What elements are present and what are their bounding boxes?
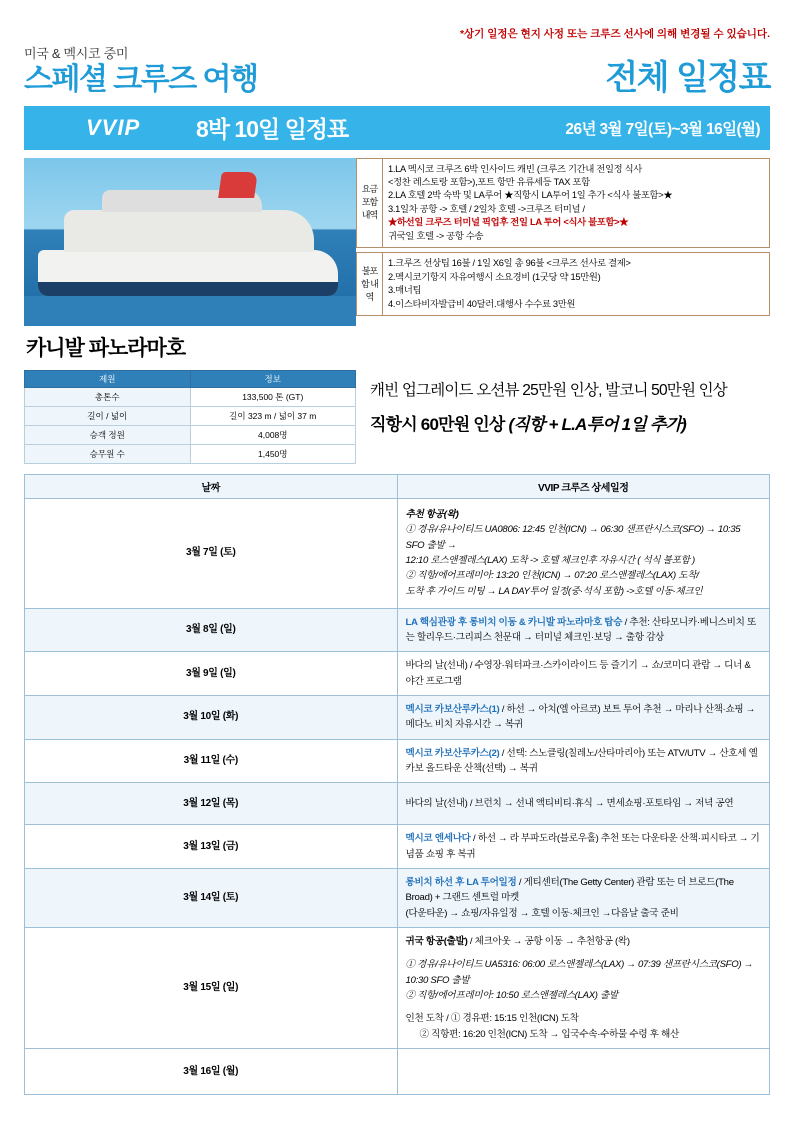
row-detail: 바다의 날(선내) / 브런치 → 선내 액티비티·휴식 → 면세쇼핑·포토타임 → 저녁 공연: [397, 783, 770, 825]
row-date: 3월 14일 (토): [25, 868, 398, 927]
itinerary-header-detail: VVIP 크루즈 상세일정: [397, 474, 770, 498]
excluded-label: 불포함 내역: [357, 253, 383, 316]
row-detail: 롱비치 하선 후 LA 투어일정 / 게티센터(The Getty Center) 관람 또는 더 브로드(The Broad) + 그랜드 센트럴 마켓 (다운타운) → 쇼핑/자유일정 → 호텔 이동·체크인 →다음날 출국 준비: [397, 868, 770, 927]
spec-key: 총톤수: [25, 387, 191, 406]
table-row: [25, 406, 356, 425]
spec-key: 승객 정원: [25, 425, 191, 444]
table-row: [25, 783, 770, 825]
vvip-label: VVIP: [86, 114, 141, 140]
fare-included-table: [356, 158, 770, 249]
table-row: [25, 387, 356, 406]
included-list: 1.LA 멕시코 크루즈 6박 인사이드 캐빈 (크루즈 기간내 전일정 식사 <정찬 레스토랑 포함>),포트 항만 유류세등 TAX 포함 2.LA 호텔 2박 숙박 및 LA루어 ★직항시 LA투어 1일 추가 <식사 불포함>★ 3.1일차 공항 -> 호텔 / 2일차 호텔 ->크루즈 터미널 / ★하선일 크루즈 터미널 픽업후 전일 LA 투어 <식사 불포함>★ 귀국일 호텔 -> 공항 수송: [383, 158, 770, 248]
travel-dates: 26년 3월 7일(토)~3월 16일(월): [565, 120, 760, 138]
ship-column: [24, 158, 356, 362]
row-detail: 멕시코 카보산루카스(2) / 선택: 스노클링(칠레노/산타마리아) 또는 ATV/UTV → 산호세 옐 카보 올드타운 산책(선택) → 복귀: [397, 739, 770, 783]
row-detail: 바다의 날(선내) / 수영장·워터파크·스카이라이드 등 즐기기 → 쇼/코미디 관람 → 디너 & 야간 프로그램: [397, 652, 770, 696]
row-date: 3월 15일 (일): [25, 927, 398, 1048]
row-date: 3월 7일 (토): [25, 498, 398, 608]
row-date: 3월 9일 (일): [25, 652, 398, 696]
direct-flight-line: [370, 410, 770, 435]
row-date: 3월 8일 (일): [25, 608, 398, 652]
ship-hull: [38, 250, 338, 296]
table-row: [25, 608, 770, 652]
page-title-right: 전체 일정표: [605, 58, 770, 97]
ship-name: 카니발 파노라마호: [26, 336, 186, 360]
included-label: 요금 포함 내역: [357, 158, 383, 248]
row-date: 3월 16일 (월): [25, 1049, 398, 1095]
fare-excluded-table: [356, 252, 770, 316]
row-detail: 추천 항공(왁) ① 경유/유나이티드 UA0806: 12:45 인천(ICN) → 06:30 샌프란시스코(SFO) → 10:35 SFO 출발 → 12:10 로스앤젤레스(LAX) 도착 -> 호텔 체크인후 자유시간 ( 석식 불포함 ) ② 직항/에어프레미아: 13:20 인천(ICN) → 07:20 로스앤젤레스(LAX) 도착/ 도착 후 가이드 미팅 → LA DAY투어 일정(중·석식 포함) ->호텔 이동·체크인: [397, 498, 770, 608]
spec-value: 133,500 톤 (GT): [190, 387, 356, 406]
row-detail: 귀국 항공(출발) / 체크아웃 → 공항 이동 → 추천항공 (왁) ① 경유/유나이티드 UA5316: 06:00 로스앤젤레스(LAX) → 07:39 샌프란시스코(SFO) → 10:30 SFO 출발 ② 직항/에어프레미아: 10:50 로스앤젤레스(LAX) 출발 인천 도착 / ① 경유편: 15:15 인천(ICN) 도착 ② 직항편: 16:20 인천(ICN) 도착 → 입국수속·수하물 수령 후 해산: [397, 927, 770, 1048]
row-date: 3월 10일 (화): [25, 695, 398, 739]
ship-photo: [24, 158, 356, 326]
row-detail: 멕시코 엔세나다 / 하선 → 라 부파도라(블로우홀) 추천 또는 다운타운 산책·피시타코 → 기념품 쇼핑 후 복귀: [397, 825, 770, 869]
itinerary-header-date: 날짜: [25, 474, 398, 498]
table-row: [25, 498, 770, 608]
excluded-list: 1.크루즈 선상팁 16불 / 1일 X6일 총 96불 <크루즈 선사로 결제> 2.멕시코기항지 자유여행시 소요경비 (1굿당 약 15만원) 3.매너팁 4.이스타비자발급비 40달러.대행사 수수료 3만원: [383, 253, 770, 316]
itinerary-table: [24, 474, 770, 1096]
page-title: 스페셜 크루즈 여행: [24, 63, 258, 96]
spec-value: 1,450명: [190, 444, 356, 463]
title-left: [24, 43, 258, 96]
spec-header-value: 정보: [190, 370, 356, 387]
ship-and-info: [24, 158, 770, 362]
ship-spec-table: [24, 370, 356, 464]
cabin-upgrade-line: 캐빈 업그레이드 오션뷰 25만원 인상, 발코니 50만원 인상: [370, 381, 727, 399]
summary-bar: [24, 106, 770, 150]
upgrade-note: [356, 370, 770, 464]
ship-funnel: [218, 172, 258, 198]
table-row: [25, 1049, 770, 1095]
row-date: 3월 13일 (금): [25, 825, 398, 869]
spec-key: 길이 / 넓이: [25, 406, 191, 425]
direct-flight-price: 직항시 60만원 인상: [370, 414, 509, 434]
table-row: [25, 652, 770, 696]
table-row: [25, 868, 770, 927]
specs-and-upgrade: [24, 370, 770, 464]
direct-flight-detail: (직항 + L.A투어 1일 추가): [508, 414, 686, 434]
duration-label: 8박 10일 일정표: [196, 116, 349, 142]
row-detail: [397, 1049, 770, 1095]
spec-value: 4,008명: [190, 425, 356, 444]
row-date: 3월 11일 (수): [25, 739, 398, 783]
row-detail: 멕시코 카보산루카스(1) / 하선 → 아치(엘 아르코) 보트 투어 추천 → 마리나 산책·쇼핑 → 메다노 비치 자유시간 → 복귀: [397, 695, 770, 739]
table-row: [25, 825, 770, 869]
sea: [24, 296, 356, 326]
spec-key: 승무원 수: [25, 444, 191, 463]
spec-header-key: 제원: [25, 370, 191, 387]
row-detail: LA 핵심관광 후 롱비치 이동 & 카니발 파노라마호 탑승 / 추천: 산타모니카·베니스비치 또는 할리우드·그리피스 천문대 → 터미널 체크인·보딩 → 출항 감상: [397, 608, 770, 652]
page-subtitle: 미국 & 멕시코 중미: [24, 46, 129, 61]
table-row: [25, 927, 770, 1048]
ship-superstructure: [64, 210, 314, 252]
row-date: 3월 12일 (목): [25, 783, 398, 825]
table-row: [25, 425, 356, 444]
table-row: [25, 444, 356, 463]
table-row: [25, 739, 770, 783]
fare-info-column: [356, 158, 770, 362]
disclaimer-note: *상기 일정은 현지 사정 또는 크루즈 선사에 의해 변경될 수 있습니다.: [459, 28, 770, 40]
title-row: [24, 43, 770, 96]
table-row: [25, 695, 770, 739]
spec-value: 길이 323 m / 넓이 37 m: [190, 406, 356, 425]
